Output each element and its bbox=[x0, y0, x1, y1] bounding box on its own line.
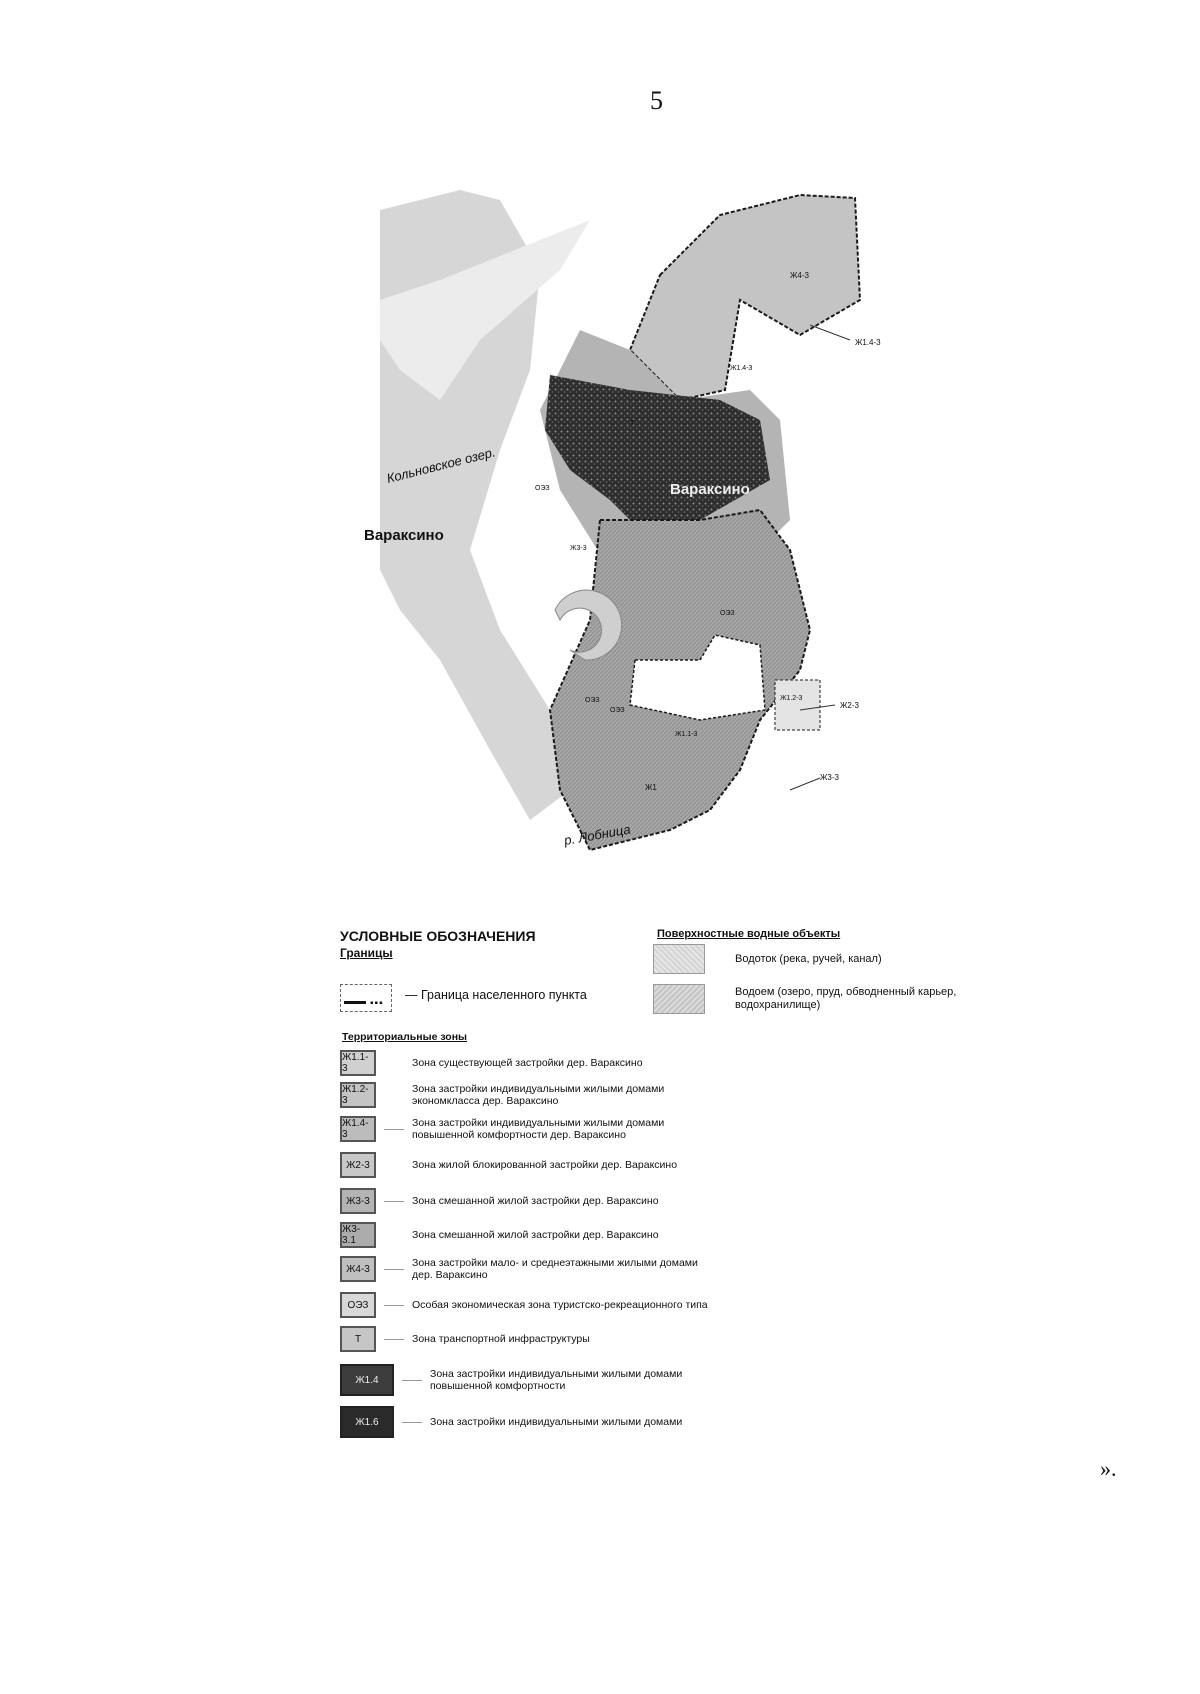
zoning-map[interactable] bbox=[364, 190, 881, 880]
zone-label: Зона жилой блокированной застройки дер. Вараксино bbox=[412, 1158, 678, 1171]
zone-swatch: Ж3-3.1 bbox=[340, 1222, 376, 1248]
zone-swatch: ОЭЗ bbox=[340, 1292, 376, 1318]
zone-swatch: Ж1.2-3 bbox=[340, 1082, 376, 1108]
zone-swatch: Ж1.4-3 bbox=[340, 1116, 376, 1142]
zone-label: Зона застройки индивидуальными жилыми домами экономкласса дер. Вараксино bbox=[412, 1082, 665, 1107]
map-label-zh143-top: Ж1.4-3 bbox=[855, 338, 881, 347]
zone-swatch: Ж1.6 bbox=[340, 1406, 394, 1438]
zone-label: Зона существующей застройки дер. Вараксино bbox=[412, 1056, 643, 1069]
legend-zone-row bbox=[340, 1116, 712, 1142]
zones-heading: Территориальные зоны bbox=[342, 1031, 468, 1043]
legend-zone-row bbox=[340, 1256, 712, 1282]
map-label-zh43: Ж4-3 bbox=[790, 271, 809, 280]
zone-label: Зона смешанной жилой застройки дер. Вараксино bbox=[412, 1228, 659, 1241]
legend-zone-row bbox=[340, 1364, 730, 1396]
zone-swatch: Ж1.1-3 bbox=[340, 1050, 376, 1076]
map-label-zh1-south: Ж1 bbox=[645, 783, 657, 792]
legend-water-pond bbox=[653, 984, 975, 1014]
map-label-oez-south1: ОЭЗ bbox=[585, 697, 600, 704]
map-label-lake: Кольновское озер. bbox=[385, 444, 497, 486]
closing-quote: ». bbox=[1100, 1456, 1117, 1481]
page-number: 5 bbox=[650, 86, 663, 115]
map-label-zh113: Ж1.1-3 bbox=[675, 731, 698, 738]
zone-swatch: Ж4-3 bbox=[340, 1256, 376, 1282]
callout-line-zh143 bbox=[810, 325, 850, 340]
legend-zone-row bbox=[340, 1292, 708, 1318]
zone-label: Зона транспортной инфраструктуры bbox=[412, 1332, 590, 1345]
map-label-town-west: Вараксино bbox=[364, 527, 444, 544]
map-label-zh143-inner: Ж1.4-3 bbox=[730, 365, 753, 372]
zone-swatch: Ж2-3 bbox=[340, 1152, 376, 1178]
map-label-oez-west: ОЭЗ bbox=[535, 485, 550, 492]
legend-zone-row bbox=[340, 1188, 659, 1214]
legend-zone-row bbox=[340, 1152, 677, 1178]
water-flow-swatch bbox=[653, 944, 705, 974]
zone-label: Зона застройки индивидуальными жилыми домами bbox=[430, 1415, 683, 1428]
zone-label: Зона застройки мало- и среднеэтажными жилыми домами дер. Вараксино bbox=[412, 1256, 698, 1281]
zone-label: Зона смешанной жилой застройки дер. Вараксино bbox=[412, 1194, 659, 1207]
boundary-label: — Граница населенного пункта bbox=[405, 988, 587, 1002]
zone-swatch: Ж1.4 bbox=[340, 1364, 394, 1396]
zone-swatch: Ж3-3 bbox=[340, 1188, 376, 1214]
map-label-river: р. Лобница bbox=[562, 821, 632, 848]
legend-zone-row bbox=[340, 1050, 643, 1076]
map-label-t: Т bbox=[630, 420, 635, 427]
water-pond-label: Водоем (озеро, пруд, обводненный карьер, водохранилище) bbox=[735, 986, 957, 1011]
map-label-zh23: Ж2-3 bbox=[840, 701, 859, 710]
boundary-swatch-dots: ▪▪▪ bbox=[370, 998, 384, 1009]
zone-swatch: Т bbox=[340, 1326, 376, 1352]
boundary-swatch bbox=[340, 984, 392, 1012]
zone-zh123-area bbox=[775, 680, 820, 730]
map-label-zh33-callout: Ж3-3 bbox=[820, 773, 839, 782]
map-label-oez-south2: ОЭЗ bbox=[610, 707, 625, 714]
boundary-swatch-line bbox=[344, 1001, 366, 1004]
map-label-oez-east: ОЭЗ bbox=[720, 610, 735, 617]
zone-label: Особая экономическая зона туристско-рекреационного типа bbox=[412, 1298, 708, 1311]
boundary-label-text: Граница населенного пункта bbox=[420, 988, 587, 1002]
map-label-zh33: Ж3-3 bbox=[570, 545, 587, 552]
callout-line-zh33 bbox=[790, 778, 820, 790]
legend-title: УСЛОВНЫЕ ОБОЗНАЧЕНИЯ bbox=[340, 928, 536, 944]
map-label-zh123: Ж1.2-3 bbox=[780, 695, 803, 702]
zone-label: Зона застройки индивидуальными жилыми домами повышенной комфортности дер. Вараксино bbox=[412, 1116, 665, 1141]
water-heading: Поверхностные водные объекты bbox=[657, 928, 841, 940]
legend-zone-row bbox=[340, 1326, 590, 1352]
legend-water-flow bbox=[653, 944, 882, 974]
water-pond-swatch bbox=[653, 984, 705, 1014]
zone-label: Зона застройки индивидуальными жилыми домами повышенной комфортности bbox=[430, 1367, 683, 1392]
legend-zone-row bbox=[340, 1406, 682, 1438]
legend-zone-row bbox=[340, 1082, 712, 1108]
water-flow-label: Водоток (река, ручей, канал) bbox=[735, 952, 882, 965]
map-label-town-center: Вараксино bbox=[670, 481, 750, 498]
legend-zone-row bbox=[340, 1222, 659, 1248]
bounds-heading: Границы bbox=[340, 946, 393, 960]
